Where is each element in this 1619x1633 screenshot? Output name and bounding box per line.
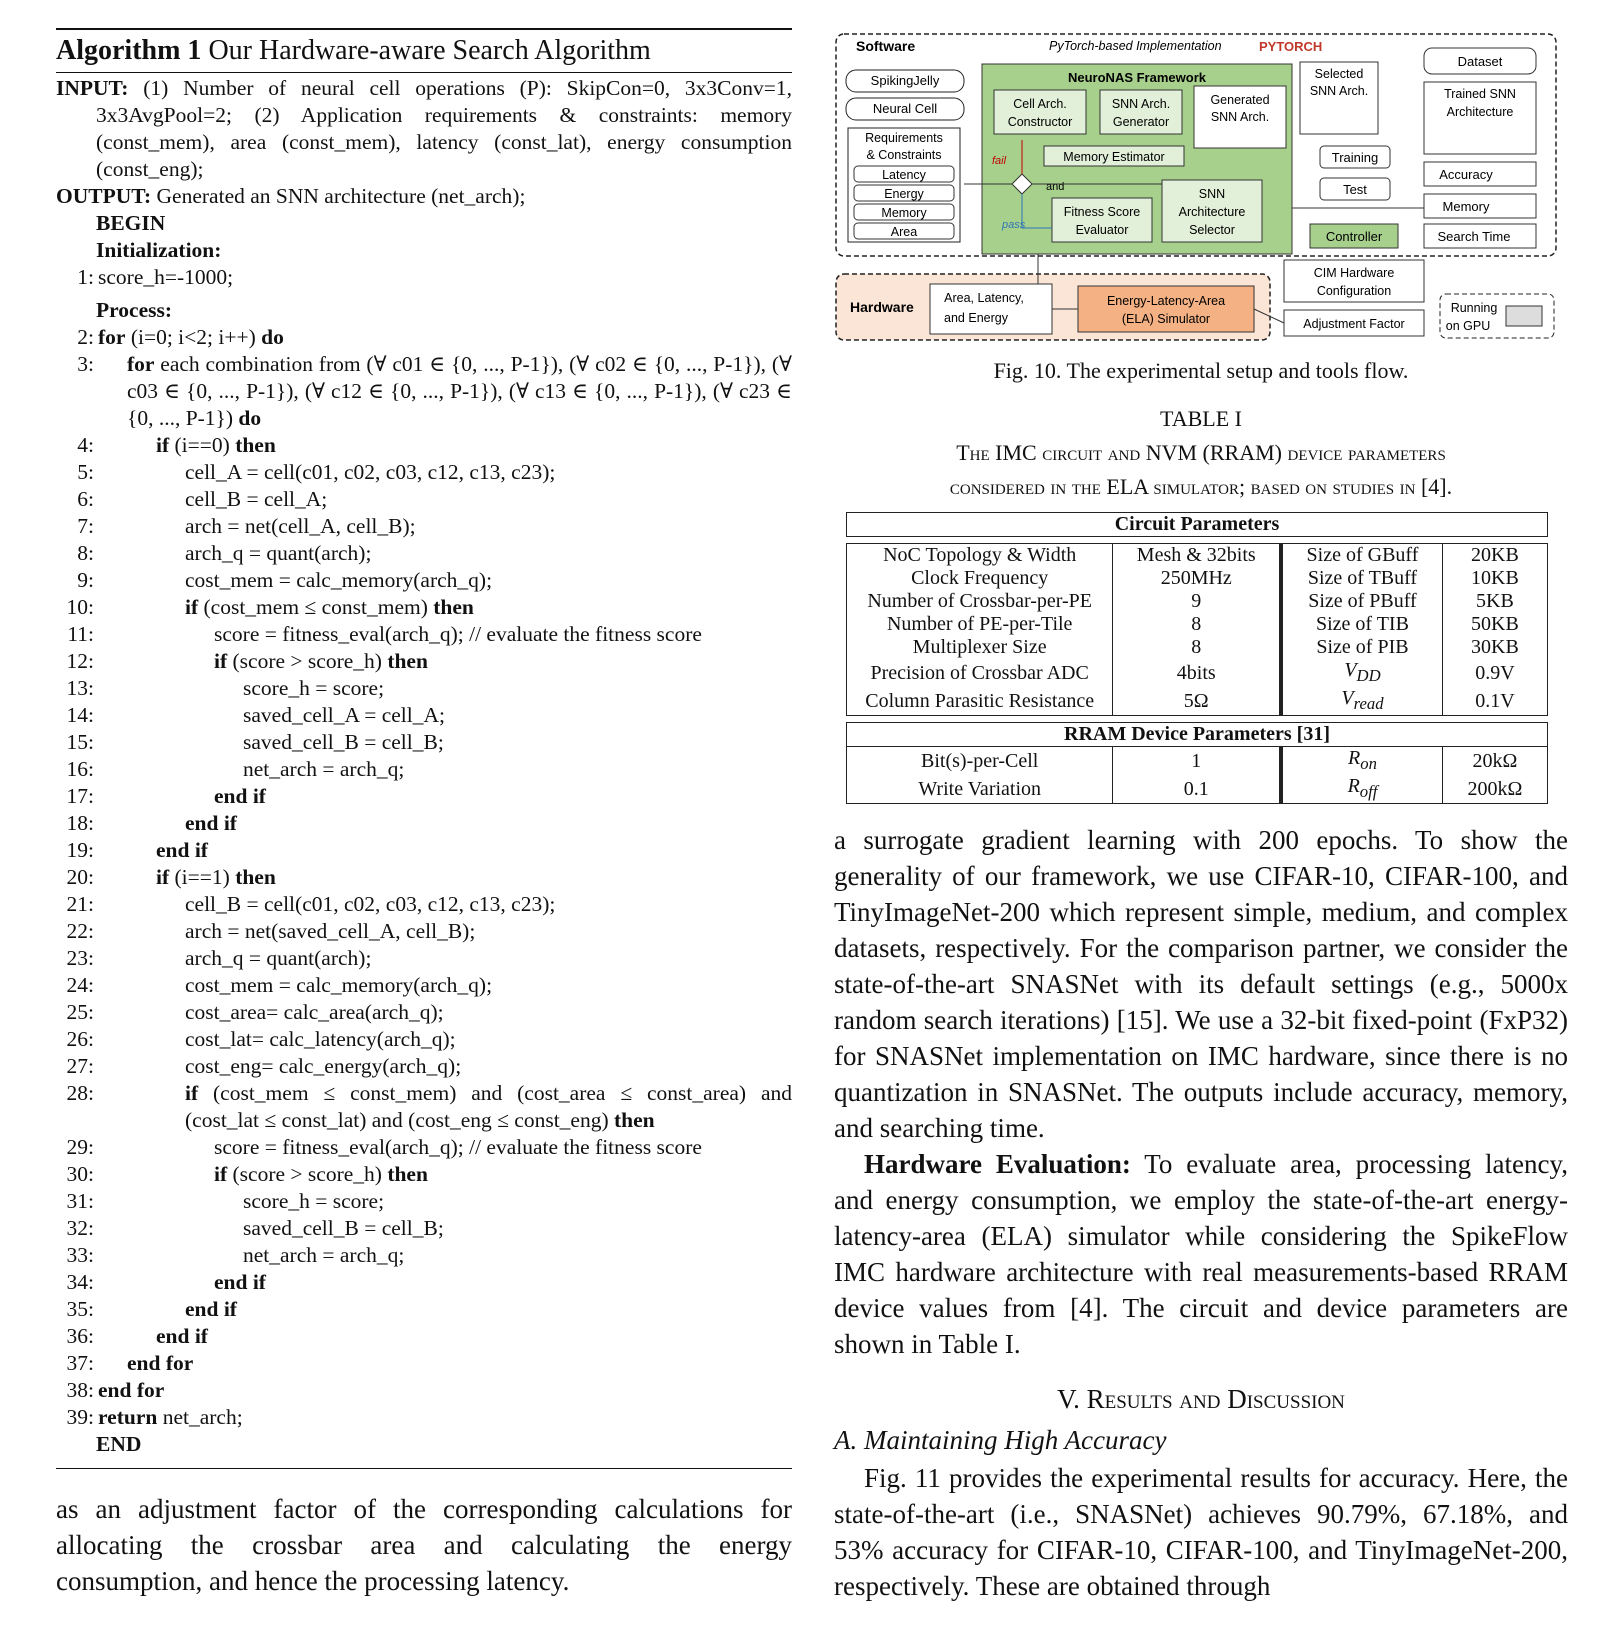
table-cell: Size of PIB — [1281, 636, 1442, 659]
table-cell: $R_{on}$ — [1281, 747, 1442, 775]
line-number: 1: — [77, 265, 94, 289]
snn-gen-label-2: Generator — [1112, 115, 1170, 129]
line-number: 37: — [66, 1351, 94, 1375]
output-text: Generated an SNN architecture (net_arch); — [156, 184, 526, 208]
table-cell: 9 — [1113, 590, 1281, 613]
line-code: if (score > score_h) then — [214, 1162, 428, 1186]
line-code: score = fitness_eval(arch_q); // evaluate the fitness score — [214, 1135, 702, 1159]
line-number: 39: — [66, 1405, 94, 1429]
line-number: 5: — [77, 460, 94, 484]
algorithm-line — [56, 945, 792, 972]
line-number: 29: — [66, 1135, 94, 1159]
line-number: 10: — [66, 595, 94, 619]
line-number: 30: — [66, 1162, 94, 1186]
hardware-eval-label: Hardware Evaluation: — [864, 1149, 1131, 1179]
algorithm-line — [56, 1188, 792, 1215]
line-code: end for — [98, 1378, 165, 1402]
line-code: cost_mem = calc_memory(arch_q); — [185, 973, 493, 997]
hardware-eval-text: To evaluate area, processing latency, and energy consumption, we employ the state-of-the-art energy-latency-area (ELA) simulator while considering the SpikeFlow IMC hardware architecture with real measurements-based RRAM device values from [4]. The circuit and device parameters are shown in Table I. — [834, 1149, 1568, 1359]
line-number: 2: — [77, 325, 94, 349]
trained-label-2: Architecture — [1446, 105, 1514, 119]
line-code: arch = net(cell_A, cell_B); — [185, 514, 416, 538]
algorithm-line — [56, 756, 792, 783]
table-cell: 0.1 — [1113, 775, 1281, 804]
line-code: end if — [156, 1324, 208, 1348]
constraints-label: & Constraints — [866, 148, 942, 162]
table-row — [847, 636, 1548, 659]
algorithm-rule — [56, 1458, 792, 1469]
line-number: 6: — [77, 487, 94, 511]
selected-label-1: Selected — [1314, 67, 1364, 81]
table-cell: 4bits — [1113, 659, 1281, 687]
algorithm-line — [56, 1161, 792, 1188]
table-cell: 0.1V — [1475, 689, 1515, 712]
adjustment-label: Adjustment Factor — [1303, 317, 1405, 331]
line-code: cost_lat= calc_latency(arch_q); — [185, 1027, 456, 1051]
line-number: 22: — [66, 919, 94, 943]
algorithm-line — [56, 1215, 792, 1242]
running-label-2: on GPU — [1445, 319, 1491, 333]
pass-label: pass — [1002, 219, 1026, 231]
algorithm-line — [56, 810, 792, 837]
algorithm-line — [56, 540, 792, 567]
algorithm-column — [56, 28, 792, 1599]
line-code: if (cost_mem ≤ const_mem) then — [185, 595, 474, 619]
table-row — [847, 544, 1548, 568]
test-label: Test — [1343, 182, 1367, 197]
circuit-parameters-table — [846, 512, 1548, 537]
algorithm-line — [56, 1350, 792, 1377]
line-code: net_arch = arch_q; — [243, 1243, 405, 1267]
algorithm-line — [56, 459, 792, 486]
algorithm-line — [56, 783, 792, 810]
table-cell: Number of PE-per-Tile — [847, 613, 1113, 636]
algorithm-line — [56, 1269, 792, 1296]
table-cell: 50KB — [1471, 613, 1519, 635]
section-heading: V. Results and Discussion — [1057, 1384, 1345, 1414]
algorithm-line — [56, 513, 792, 540]
line-code: end if — [185, 1297, 237, 1321]
algorithm-line — [56, 1026, 792, 1053]
table-cell: Column Parasitic Resistance — [847, 687, 1113, 716]
search-time-label: Search Time — [1437, 229, 1511, 244]
output-label: OUTPUT: — [56, 184, 152, 208]
neural-cell-label: Neural Cell — [872, 101, 938, 116]
cell-arch-label-1: Cell Arch. — [1013, 97, 1067, 111]
rram-header-table — [846, 722, 1548, 747]
paragraph-hardware-eval — [834, 1146, 1568, 1362]
fail-label: fail — [992, 155, 1007, 167]
gpu-icon — [1506, 306, 1542, 326]
algorithm-line — [56, 1242, 792, 1269]
line-number: 23: — [66, 946, 94, 970]
requirement-item-label: Latency — [882, 168, 926, 182]
framework-label: NeuroNAS Framework — [1068, 70, 1206, 85]
table-cell: 200kΩ — [1467, 777, 1523, 800]
trained-label-1: Trained SNN — [1444, 87, 1516, 101]
table-cell: Bit(s)-per-Cell — [847, 747, 1113, 775]
line-code: end if — [214, 784, 266, 808]
line-code: end if — [214, 1270, 266, 1294]
line-number: 4: — [77, 433, 94, 457]
algorithm-line — [56, 1134, 792, 1161]
table-row — [847, 590, 1548, 613]
table-cell: 8 — [1113, 613, 1281, 636]
line-code: end for — [127, 1351, 194, 1375]
table-cell: 5KB — [1476, 590, 1514, 612]
algorithm-body — [56, 75, 792, 1458]
line-number: 19: — [66, 838, 94, 862]
table-cell: Size of GBuff — [1281, 544, 1442, 568]
figure-caption: Fig. 10. The experimental setup and tools flow. — [993, 358, 1409, 383]
software-label: Software — [856, 38, 916, 54]
process-label: Process: — [96, 298, 173, 322]
line-code: saved_cell_B = cell_B; — [243, 1216, 444, 1240]
line-number: 28: — [66, 1081, 94, 1105]
line-code: cell_B = cell(c01, c02, c03, c12, c13, c23); — [185, 892, 556, 916]
line-code: end if — [185, 811, 237, 835]
table-row — [847, 687, 1548, 716]
table-cell: 0.9V — [1475, 661, 1515, 684]
pytorch-logo: PYTORCH — [1259, 39, 1323, 54]
table-cell: $R_{off}$ — [1281, 775, 1442, 804]
line-code: if (cost_mem ≤ const_mem) and (cost_area ≤ const_area) and (cost_lat ≤ const_lat) and (cost_eng ≤ const_eng) then — [185, 1081, 792, 1132]
algorithm-line — [56, 1323, 792, 1350]
rram-header: RRAM Device Parameters [31] — [1064, 723, 1330, 745]
init-label: Initialization: — [96, 238, 222, 262]
table-row — [847, 747, 1548, 775]
tools-flow-diagram — [834, 28, 1568, 348]
table-cell: 20kΩ — [1472, 749, 1518, 772]
paragraph-accuracy-text: Fig. 11 provides the experimental results for accuracy. Here, the state-of-the-art (i.e., SNASNet) achieves 90.79%, 67.18%, and 53% accuracy for CIFAR-10, CIFAR-100, and TinyImageNet-200, respectively. These are obtained through — [834, 1463, 1568, 1601]
line-code: score_h=-1000; — [98, 265, 234, 289]
table-cell: Mesh & 32bits — [1113, 544, 1281, 568]
circuit-header: Circuit Parameters — [847, 513, 1548, 537]
begin-keyword: BEGIN — [96, 211, 166, 235]
table-cell: 10KB — [1471, 567, 1519, 589]
algorithm-line — [56, 648, 792, 675]
table-caption-2: considered in the ELA simulator; based on studies in [4]. — [949, 474, 1453, 499]
line-number: 34: — [66, 1270, 94, 1294]
table-cell: Size of TBuff — [1281, 567, 1442, 590]
line-number: 8: — [77, 541, 94, 565]
algorithm-number: Algorithm 1 — [56, 35, 202, 66]
ale-label-2: and Energy — [944, 311, 1008, 325]
algorithm-line — [56, 567, 792, 594]
input-label: INPUT: — [56, 76, 129, 100]
algorithm-line — [56, 621, 792, 648]
requirement-item-label: Memory — [881, 206, 927, 220]
memory-estimator-label: Memory Estimator — [1063, 150, 1165, 164]
line-code: if (i==1) then — [156, 865, 276, 889]
algorithm-line — [56, 324, 792, 351]
table-row — [847, 613, 1548, 636]
line-number: 36: — [66, 1324, 94, 1348]
cim-label-2: Configuration — [1316, 284, 1392, 298]
table-cell: 20KB — [1471, 544, 1519, 566]
hardware-label: Hardware — [850, 299, 914, 315]
table-cell: NoC Topology & Width — [847, 544, 1113, 568]
line-number: 15: — [66, 730, 94, 754]
line-code: for each combination from (∀ c01 ∈ {0, ..., P-1}), (∀ c02 ∈ {0, ..., P-1}), (∀ c03 ∈ {0, ..., P-1}), (∀ c12 ∈ {0, ..., P-1}), (∀ c13 ∈ {0, ..., P-1}), (∀ c23 ∈ {0, ..., P-1}) do — [127, 352, 792, 430]
line-code: score_h = score; — [243, 1189, 385, 1213]
table-cell: Write Variation — [847, 775, 1113, 804]
line-code: cost_area= calc_area(arch_q); — [185, 1000, 444, 1024]
line-number: 7: — [77, 514, 94, 538]
table-label: TABLE I — [1160, 406, 1242, 431]
requirement-item-label: Energy — [884, 187, 924, 201]
paragraph-datasets: a surrogate gradient learning with 200 epochs. To show the generality of our framework, we use CIFAR-10, CIFAR-100, and TinyImageNet-200 which represent simple, medium, and complex datasets, respectively. For the comparison partner, we consider the state-of-the-art SNASNet with its default settings (e.g., 5000x random search iterations) [15]. We use a 32-bit fixed-point (FxP32) for SNASNet implementation on IMC hardware, since there is no quantization in SNASNet. The outputs include accuracy, memory, and searching time. — [834, 825, 1568, 1143]
table-cell: 250MHz — [1113, 567, 1281, 590]
line-number: 12: — [66, 649, 94, 673]
table-cell: Size of TIB — [1281, 613, 1442, 636]
circuit-rows-table — [846, 543, 1548, 716]
algorithm-name: Our Hardware-aware Search Algorithm — [208, 35, 651, 66]
controller-label: Controller — [1325, 229, 1383, 244]
line-code: for (i=0; i<2; i++) do — [98, 325, 284, 349]
end-keyword: END — [96, 1432, 142, 1456]
line-number: 35: — [66, 1297, 94, 1321]
algorithm-line — [56, 1053, 792, 1080]
figure-10 — [834, 28, 1568, 358]
algorithm-line — [56, 264, 792, 291]
right-text — [834, 822, 1568, 1362]
pytorch-impl-label: PyTorch-based Implementation — [1049, 39, 1222, 53]
line-code: arch_q = quant(arch); — [185, 946, 372, 970]
table-cell: Multiplexer Size — [847, 636, 1113, 659]
algorithm-line — [56, 864, 792, 891]
line-code: score = fitness_eval(arch_q); // evaluate the fitness score — [214, 622, 702, 646]
line-code: arch = net(saved_cell_A, cell_B); — [185, 919, 476, 943]
line-number: 14: — [66, 703, 94, 727]
line-number: 32: — [66, 1216, 94, 1240]
line-code: saved_cell_A = cell_A; — [243, 703, 445, 727]
line-code: end if — [156, 838, 208, 862]
line-code: saved_cell_B = cell_B; — [243, 730, 444, 754]
line-number: 18: — [66, 811, 94, 835]
algorithm-title — [56, 28, 792, 73]
snn-gen-label-1: SNN Arch. — [1111, 97, 1171, 111]
line-number: 26: — [66, 1027, 94, 1051]
line-number: 20: — [66, 865, 94, 889]
line-number: 11: — [67, 622, 94, 646]
ela-label-1: Energy-Latency-Area — [1106, 294, 1226, 308]
spikingjelly-label: SpikingJelly — [870, 73, 940, 88]
algorithm-line — [56, 918, 792, 945]
right-column — [834, 28, 1568, 1604]
running-label-1: Running — [1450, 301, 1498, 315]
algorithm-lines-init — [56, 264, 792, 291]
selected-label-2: SNN Arch. — [1309, 84, 1369, 98]
table-cell: Number of Crossbar-per-PE — [847, 590, 1113, 613]
line-code: return net_arch; — [98, 1405, 243, 1429]
cell-arch-label-2: Constructor — [1007, 115, 1073, 129]
line-code: arch_q = quant(arch); — [185, 541, 372, 565]
left-paragraph: as an adjustment factor of the corresponding calculations for allocating the crossbar area and calculating the energy consumption, and hence the processing latency. — [56, 1494, 792, 1596]
line-number: 38: — [66, 1378, 94, 1402]
table-cell: $V_{DD}$ — [1281, 659, 1442, 687]
algorithm-line — [56, 972, 792, 999]
algorithm-line — [56, 432, 792, 459]
line-number: 33: — [66, 1243, 94, 1267]
algorithm-line — [56, 999, 792, 1026]
algorithm-line — [56, 1080, 792, 1134]
memory-label: Memory — [1442, 199, 1490, 214]
table-cell: 8 — [1113, 636, 1281, 659]
fitness-label-1: Fitness Score — [1063, 205, 1141, 219]
line-code: if (score > score_h) then — [214, 649, 428, 673]
line-code: cost_mem = calc_memory(arch_q); — [185, 568, 493, 592]
line-number: 13: — [66, 676, 94, 700]
algorithm-line — [56, 675, 792, 702]
algorithm-lines-process — [56, 324, 792, 1431]
line-number: 21: — [66, 892, 94, 916]
generated-label-2: SNN Arch. — [1210, 110, 1270, 124]
line-code: cell_A = cell(c01, c02, c03, c12, c13, c23); — [185, 460, 556, 484]
line-number: 25: — [66, 1000, 94, 1024]
line-number: 16: — [66, 757, 94, 781]
algorithm-line — [56, 1404, 792, 1431]
line-code: score_h = score; — [243, 676, 385, 700]
table-row — [847, 775, 1548, 804]
fitness-label-2: Evaluator — [1075, 223, 1129, 237]
algorithm-line — [56, 1296, 792, 1323]
line-number: 31: — [66, 1189, 94, 1213]
line-code: if (i==0) then — [156, 433, 276, 457]
algorithm-line — [56, 729, 792, 756]
dataset-label: Dataset — [1457, 54, 1503, 69]
rram-rows-table — [846, 747, 1548, 804]
table-row — [847, 659, 1548, 687]
table-cell: 30KB — [1471, 636, 1519, 658]
requirement-item-label: Area — [890, 225, 918, 239]
algorithm-line — [56, 486, 792, 513]
line-code: cell_B = cell_A; — [185, 487, 328, 511]
table-cell: $V_{read}$ — [1281, 687, 1442, 716]
cim-label-1: CIM Hardware — [1313, 266, 1395, 280]
table-row — [847, 567, 1548, 590]
table-cell: 5Ω — [1113, 687, 1281, 716]
algorithm-input — [56, 75, 792, 183]
ela-label-2: (ELA) Simulator — [1121, 312, 1211, 326]
algorithm-line — [56, 351, 792, 432]
algorithm-output — [56, 183, 792, 210]
ale-label-1: Area, Latency, — [944, 291, 1024, 305]
accuracy-label: Accuracy — [1439, 167, 1493, 182]
line-number: 9: — [77, 568, 94, 592]
algorithm-line — [56, 594, 792, 621]
algorithm-line — [56, 1377, 792, 1404]
requirements-label: Requirements — [865, 131, 943, 145]
line-code: cost_eng= calc_energy(arch_q); — [185, 1054, 462, 1078]
table-cell: 1 — [1113, 747, 1281, 775]
generated-label-1: Generated — [1210, 93, 1270, 107]
selector-label-2: Architecture — [1178, 205, 1246, 219]
table-cell: Clock Frequency — [847, 567, 1113, 590]
line-number: 24: — [66, 973, 94, 997]
selector-label-3: Selector — [1189, 223, 1235, 237]
table-caption-1: The IMC circuit and NVM (RRAM) device parameters — [956, 440, 1446, 465]
algorithm-line — [56, 837, 792, 864]
algorithm-line — [56, 702, 792, 729]
line-number: 3: — [77, 352, 94, 376]
input-text: (1) Number of neural cell operations (P): SkipCon=0, 3x3Conv=1, 3x3AvgPool=2; (2) Application requirements & constraints: memory (const_mem), area (const_mem), latency (const_lat), energy consumption (const_eng); — [96, 76, 793, 181]
line-number: 17: — [66, 784, 94, 808]
selector-label-1: SNN — [1198, 187, 1226, 201]
and-label: and — [1046, 181, 1065, 193]
table-cell: Size of PBuff — [1281, 590, 1442, 613]
line-code: net_arch = arch_q; — [243, 757, 405, 781]
algorithm-line — [56, 891, 792, 918]
paragraph-accuracy — [834, 1460, 1568, 1604]
training-label: Training — [1331, 150, 1379, 165]
table-cell: Precision of Crossbar ADC — [847, 659, 1113, 687]
subsection-heading: A. Maintaining High Accuracy — [834, 1425, 1167, 1455]
line-number: 27: — [66, 1054, 94, 1078]
